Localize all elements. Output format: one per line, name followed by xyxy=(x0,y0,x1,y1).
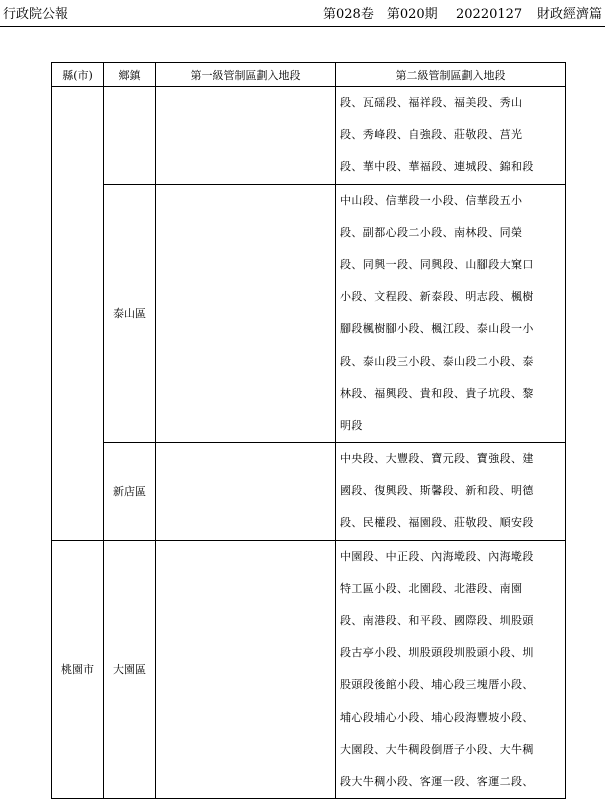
column-header-first-level: 第一級管制區劃入地段 xyxy=(156,63,336,87)
section-line: 段、南港段、和平段、國際段、圳股頭 xyxy=(340,614,534,627)
table-row xyxy=(52,443,566,541)
second-level-cell xyxy=(336,87,566,185)
page-header xyxy=(0,0,605,27)
publication-title: 行政院公報 xyxy=(3,7,69,22)
section-line: 段、民權段、福園段、莊敬段、順安段 xyxy=(340,516,534,530)
table-row xyxy=(52,540,566,799)
section-line: 林段、福興段、貴和段、貴子坑段、黎 xyxy=(340,386,534,400)
section-line: 腳段楓樹腳小段、楓江段、泰山段一小 xyxy=(340,322,534,336)
table-row xyxy=(52,87,566,185)
section-line: 段、泰山段三小段、泰山段二小段、泰 xyxy=(340,354,534,368)
county-cell xyxy=(52,87,104,541)
town-cell: 新店區 xyxy=(104,443,156,541)
section-line: 段、瓦磘段、福祥段、福美段、秀山 xyxy=(340,96,523,109)
section-line: 埔心段埔心小段、埔心段海豐坡小段、 xyxy=(340,710,534,724)
volume-issue: 第028卷 第020期 xyxy=(323,7,438,22)
section-line: 股頭段後館小段、埔心段三塊厝小段、 xyxy=(340,678,534,692)
column-header-county: 縣(市) xyxy=(52,63,104,87)
table-row xyxy=(52,184,566,443)
table-header-row xyxy=(52,63,566,87)
second-level-cell xyxy=(336,540,566,799)
town-cell xyxy=(104,87,156,185)
section-line: 大園段、大牛稠段倒厝子小段、大牛稠 xyxy=(340,742,534,756)
land-section-table xyxy=(51,62,566,799)
section-line: 小段、文程段、新泰段、明志段、楓樹 xyxy=(340,290,534,304)
second-level-cell xyxy=(336,184,566,443)
publication-date: 20220127 xyxy=(456,7,523,22)
section-line: 中山段、信華段一小段、信華段五小 xyxy=(340,193,523,207)
section-line: 特工區小段、北園段、北港段、南園 xyxy=(340,581,523,595)
first-level-cell xyxy=(156,540,336,799)
section-line: 段、同興一段、同興段、山腳段大窠口 xyxy=(340,257,534,271)
section-line: 段古亭小段、圳股頭段圳股頭小段、圳 xyxy=(340,646,534,660)
section-category: 財政經濟篇 xyxy=(536,7,602,22)
section-line: 中央段、大豐段、寶元段、寶強段、建 xyxy=(340,452,534,466)
county-cell: 桃園市 xyxy=(52,540,104,799)
town-cell: 泰山區 xyxy=(104,184,156,443)
first-level-cell xyxy=(156,87,336,185)
section-line: 段、華中段、華福段、連城段、錦和段 xyxy=(340,160,534,174)
section-line: 段、秀峰段、自強段、莊敬段、莒光 xyxy=(340,128,523,142)
section-line: 段、副都心段二小段、南林段、同榮 xyxy=(340,225,523,239)
column-header-town: 鄉鎮 xyxy=(104,63,156,87)
town-cell: 大園區 xyxy=(104,540,156,799)
column-header-second-level: 第二級管制區劃入地段 xyxy=(336,63,566,87)
first-level-cell xyxy=(156,443,336,541)
first-level-cell xyxy=(156,184,336,443)
section-line: 明段 xyxy=(340,418,363,432)
section-line: 中園段、中正段、內海墘段、內海墘段 xyxy=(340,549,534,563)
second-level-cell xyxy=(336,443,566,541)
section-line: 國段、復興段、斯馨段、新和段、明德 xyxy=(340,484,534,498)
section-line: 段大牛稠小段、客運一段、客運二段、 xyxy=(340,774,534,788)
